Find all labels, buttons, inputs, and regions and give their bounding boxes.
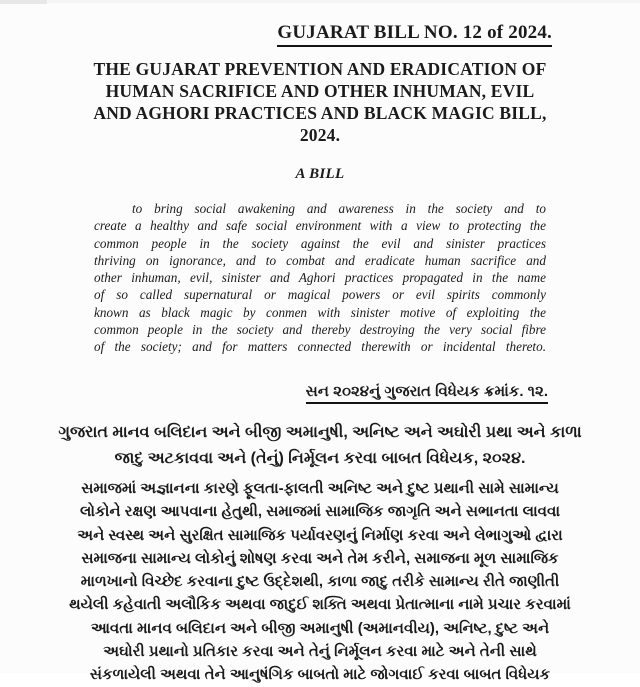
- gujarati-preamble-line: લોકોને રક્ષણ આપવાના હેતુથી, સમાજમાં સામાજિક જાગૃતિ અને સભાનતા લાવવા: [79, 503, 561, 521]
- gujarati-preamble-line: માળખાનો વિચ્છેદ કરવાના દુષ્ટ ઉદ્દેશથી, કાળા જાદુ તરીકે સામાન્ય રીતે જાણીતી: [80, 573, 560, 591]
- preamble-line: of the society; and for matters connected therewith or incidental thereto.: [94, 339, 546, 355]
- bill-title-line: THE GUJARAT PREVENTION AND ERADICATION OF: [93, 59, 547, 79]
- bill-number-heading: GUJARAT BILL NO. 12 of 2024.: [277, 22, 552, 47]
- preamble-line: to bring social awakening and awareness in the society and to: [132, 201, 546, 216]
- gujarati-preamble-line: સમાજમાં અજ્ઞાનના કારણે ફૂલતા-ફાલતી અનિષ્ટ અને દુષ્ટ પ્રથાની સામે સામાન્ય: [81, 480, 559, 497]
- gujarati-preamble-line: થયેલી કહેવાતી અલૌકિક અથવા જાદુઈ શક્તિ અથવા પ્રેતાત્માના નામે પ્રચાર કરવામાં: [69, 596, 571, 614]
- gujarati-preamble-line: આવતા માનવ બલિદાન અને બીજી અમાનુષી (અમાનવીય), અનિષ્ટ, દુષ્ટ અને: [90, 619, 550, 637]
- gujarati-bill-number-heading: સન ૨૦૨૪નું ગુજરાત વિધેયક ક્રમાંક. ૧૨.: [306, 383, 548, 404]
- gujarati-preamble-paragraph: [0, 477, 640, 687]
- bill-title: [0, 58, 640, 146]
- gujarati-bill-title: [0, 420, 640, 472]
- preamble-line: common people in the society against the evil and sinister practices: [94, 235, 546, 251]
- preamble-line: of so called supernatural or magical powers or evil spirits commonly: [94, 287, 546, 303]
- gujarati-title-line: જાદુ અટકાવવા અને (તેનું) નિર્મૂલન કરવા બાબત વિધેયક, ૨૦૨૪.: [114, 450, 526, 467]
- bill-title-line: AND AGHORI PRACTICES AND BLACK MAGIC BILL,: [93, 103, 547, 123]
- bill-title-line: 2024.: [299, 125, 341, 145]
- preamble-line: known as black magic by conmen with sinister motive of exploiting the: [94, 304, 546, 320]
- scan-edge-artifact: [0, 0, 640, 3]
- gujarati-preamble-line: અને સ્વસ્થ અને સુરક્ષિત સામાજિક પર્યાવરણનું નિર્માણ કરવા અને લેભાગુઓ દ્વારા: [77, 526, 563, 544]
- gujarati-preamble-line: સમાજના સામાન્ય લોકોનું શોષણ કરવા અને તેમ કરીને, સમાજના મૂળ સામાજિક: [81, 549, 559, 567]
- scan-corner-artifact: [0, 0, 47, 4]
- preamble-line: common people in the society and thereby destroying the very social fibre: [94, 322, 546, 338]
- preamble-paragraph: [94, 200, 546, 356]
- gujarati-title-line: ગુજરાત માનવ બલિદાન અને બીજી અમાનુષી, અનિષ્ટ અને અઘોરી પ્રથા અને કાળા: [58, 424, 582, 441]
- bill-title-line: HUMAN SACRIFICE AND OTHER INHUMAN, EVIL: [105, 81, 535, 101]
- preamble-line: other inhuman, evil, sinister and Aghori practices propagated in the name: [94, 270, 546, 286]
- gujarati-preamble-line: સંકળાયેલી અથવા તેને આનુષંગિક બાબતો માટે જોગવાઈ કરવા બાબત વિધેયક: [89, 666, 551, 684]
- gujarati-preamble-line: અઘોરી પ્રથાનો પ્રતિકાર કરવા અને તેનું નિર્મૂલન કરવા માટે અને તેની સાથે: [103, 643, 537, 661]
- a-bill-heading: A BILL: [295, 166, 345, 182]
- preamble-line: thriving on ignorance, and to combat and eradicate human sacrifice and: [94, 252, 546, 268]
- preamble-line: create a healthy and safe social environment with a view to protecting the: [94, 218, 546, 234]
